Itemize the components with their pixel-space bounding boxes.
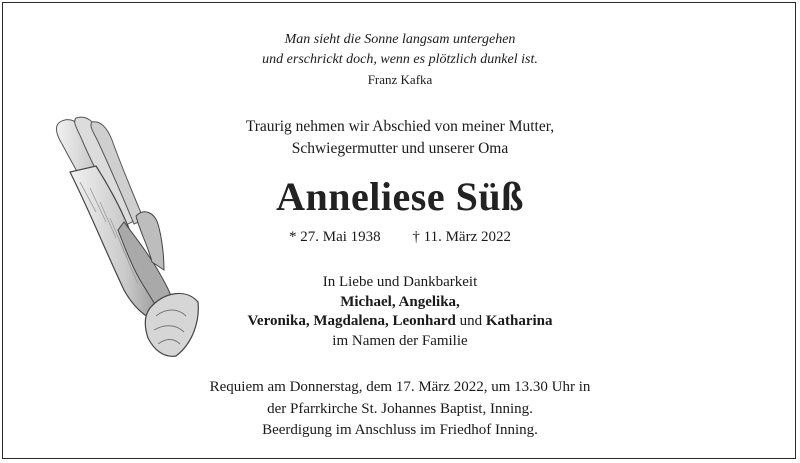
death-date: † 11. März 2022 (412, 229, 511, 245)
family-connector: und (459, 313, 483, 329)
quote-line-1: Man sieht die Sonne langsam untergehen (284, 32, 516, 47)
quote-author: Franz Kafka (367, 72, 433, 87)
family-intro: In Liebe und Dankbarkeit (322, 274, 478, 290)
family-names-line-1: Michael, Angelika, (340, 293, 460, 310)
family-last-name: Katharina (485, 313, 553, 329)
life-dates (0, 227, 800, 247)
family-section (0, 273, 800, 351)
birth-date: * 27. Mai 1938 (288, 229, 381, 245)
service-line-2: der Pfarrkirche St. Johannes Baptist, Inning. (267, 400, 533, 417)
service-info (0, 377, 800, 442)
family-names: Veronika, Magdalena, Leonhard (247, 313, 456, 329)
service-line-3: Beerdigung im Anschluss im Friedhof Inning. (262, 422, 538, 438)
deceased-name: Anneliese Süß (276, 174, 524, 219)
kafka-quote (0, 30, 800, 90)
intro-text (0, 116, 800, 160)
quote-line-2: und erschrickt doch, wenn es plötzlich dunkel ist. (262, 52, 538, 67)
family-names-line-2 (0, 312, 800, 332)
service-line-1: Requiem am Donnerstag, dem 17. März 2022, um 13.30 Uhr in (209, 379, 591, 395)
family-closing: im Namen der Familie (332, 332, 468, 349)
intro-line-1: Traurig nehmen wir Abschied von meiner Mutter, (245, 118, 555, 135)
intro-line-2: Schwiegermutter und unserer Oma (291, 140, 509, 157)
